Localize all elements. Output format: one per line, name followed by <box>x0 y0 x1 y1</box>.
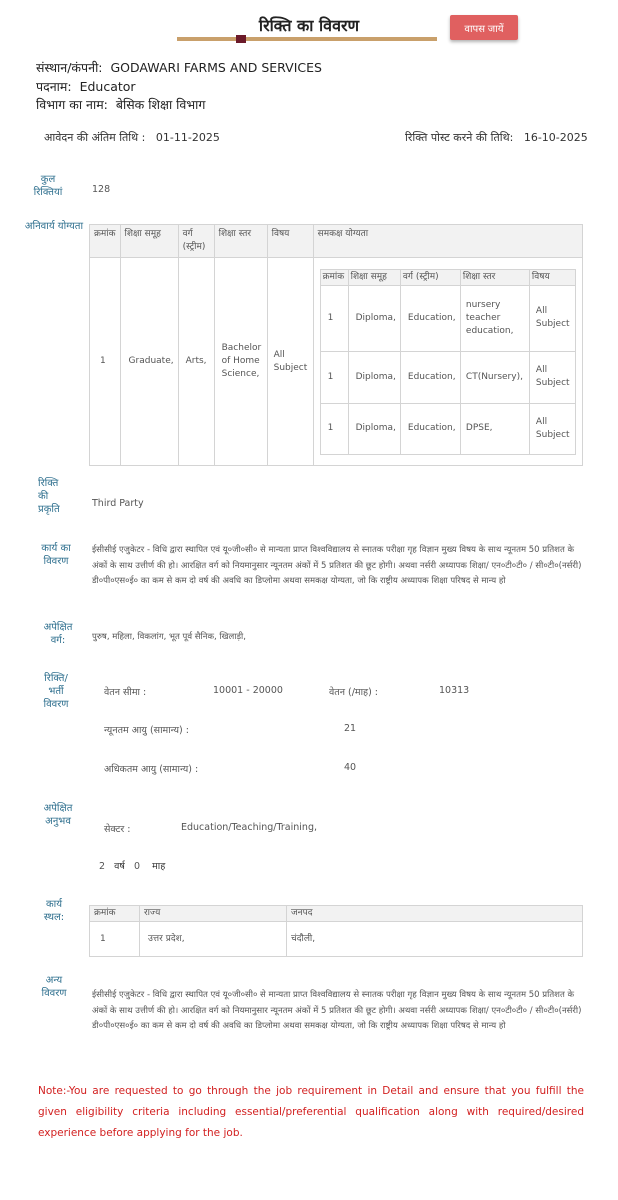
eq-group: Diploma, <box>348 403 400 454</box>
recruitment-label: रिक्ति/ भर्ती विवरण <box>43 673 69 710</box>
max-age-label: अधिकतम आयु (सामान्य) : <box>104 764 199 775</box>
salary-label: वेतन (/माह) : <box>329 687 379 698</box>
department-value: बेसिक शिक्षा विभाग <box>115 97 206 112</box>
eq-col-group: शिक्षा समूह <box>348 269 400 285</box>
location-label: कार्य स्थल: <box>43 899 65 923</box>
eq-level: nursery teacher education, <box>460 285 529 351</box>
back-button[interactable]: वापस जायें <box>450 15 518 40</box>
eligibility-note: Note:-You are requested to go through the job requirement in Detail and ensure that you fulfill the given eligibility criteria including essential/preferential qualification along with required/desired experience before applying for the job. <box>38 1085 584 1139</box>
table-row <box>320 351 575 403</box>
other-text: ईसीसीई एजुकेटर - विधि द्वारा स्थापित एवं यू०जी०सी० से मान्यता प्राप्त विश्वविद्यालय से स्नातक परीक्षा गृह विज्ञान मुख्य विषय के साथ न्यूनतम 50 प्रतिशत के अंकों के साथ उत्तीर्ण की हो। आरक्षित वर्ग को नियमानुसार न्यूनतम अंकों में 5 प्रतिशत की छूट होगी। अथवा नर्सरी अध्यापक शिक्षा/ एन०टी०टी० / सी०टी०(नर्सरी) डी०पी०एस०ई० का कम से कम दो वर्ष की अवधि का डिप्लोमा अथवा समकक्ष योग्यता, जो कि राष्ट्रीय अध्यापक शिक्षा परिषद से मान्य हो <box>92 990 582 1031</box>
eq-sn: 1 <box>320 403 348 454</box>
title-underline-mark <box>236 35 246 43</box>
row-equivalent-cell <box>313 258 582 466</box>
title-underline <box>177 37 437 41</box>
vacancies-label: कुल रिक्तियां <box>33 174 63 198</box>
designation-label: पदनाम: <box>36 79 72 94</box>
post-date-value: 16-10-2025 <box>523 131 588 144</box>
col-sn: क्रमांक <box>90 225 121 258</box>
nature-value: Third Party <box>92 498 144 509</box>
row-sn: 1 <box>90 258 121 466</box>
max-age-value: 40 <box>344 762 357 773</box>
loc-sn: 1 <box>90 922 140 957</box>
equivalent-header-row <box>320 269 575 285</box>
last-date-row <box>44 130 220 145</box>
experience-duration <box>99 859 165 872</box>
col-group: शिक्षा समूह <box>120 225 178 258</box>
eq-stream: Education, <box>400 351 460 403</box>
categories-label: अपेक्षित वर्ग: <box>43 622 73 646</box>
eq-sn: 1 <box>320 285 348 351</box>
qualification-header-row <box>90 225 583 258</box>
salary-range-label: वेतन सीमा : <box>104 687 147 698</box>
col-equivalent: समकक्ष योग्यता <box>313 225 582 258</box>
col-stream: वर्ग (स्ट्रीम) <box>178 225 214 258</box>
eq-group: Diploma, <box>348 285 400 351</box>
row-group: Graduate, <box>120 258 178 466</box>
vacancies-value: 128 <box>92 184 111 195</box>
eq-col-sn: क्रमांक <box>320 269 348 285</box>
min-age-label: न्यूनतम आयु (सामान्य) : <box>104 725 189 736</box>
nature-label: रिक्ति की प्रकृति <box>38 478 60 515</box>
location-header-row <box>90 906 583 922</box>
table-row <box>90 922 583 957</box>
salary-value: 10313 <box>439 685 470 696</box>
post-date-row <box>405 130 588 145</box>
categories-value: पुरुष, महिला, विकलांग, भूत पूर्व सैनिक, खिलाड़ी, <box>92 632 246 642</box>
eq-subject: All Subject <box>529 351 575 403</box>
eq-subject: All Subject <box>529 285 575 351</box>
eq-group: Diploma, <box>348 351 400 403</box>
designation-value: Educator <box>79 79 136 94</box>
table-row <box>320 403 575 454</box>
months-label: माह <box>152 861 166 872</box>
eq-level: DPSE, <box>460 403 529 454</box>
loc-col-sn: क्रमांक <box>90 906 140 922</box>
row-stream: Arts, <box>178 258 214 466</box>
years-value: 2 <box>99 861 106 872</box>
company-line <box>36 59 322 76</box>
last-date-label: आवेदन की अंतिम तिथि : <box>44 131 146 144</box>
months-value: 0 <box>133 861 140 872</box>
row-level: Bachelor of Home Science, <box>214 258 267 466</box>
table-row <box>320 285 575 351</box>
qualification-table <box>89 224 583 466</box>
col-subject: विषय <box>267 225 313 258</box>
table-row <box>90 258 583 466</box>
years-label: वर्ष <box>114 861 125 872</box>
salary-range-value: 10001 - 20000 <box>213 685 283 696</box>
last-date-value: 01-11-2025 <box>155 131 220 144</box>
qualification-label: अनिवार्य योग्यता <box>24 221 84 232</box>
eq-sn: 1 <box>320 351 348 403</box>
post-date-label: रिक्ति पोस्ट करने की तिथि: <box>405 131 514 144</box>
page-title: रिक्ति का विवरण <box>258 16 360 35</box>
loc-col-district: जनपद <box>287 906 583 922</box>
other-label: अन्य विवरण <box>41 975 67 999</box>
min-age-value: 21 <box>344 723 357 734</box>
eq-subject: All Subject <box>529 403 575 454</box>
sector-value: Education/Teaching/Training, <box>181 822 317 833</box>
eq-level: CT(Nursery), <box>460 351 529 403</box>
col-level: शिक्षा स्तर <box>214 225 267 258</box>
eq-stream: Education, <box>400 285 460 351</box>
experience-label: अपेक्षित अनुभव <box>43 803 73 827</box>
eq-col-subject: विषय <box>529 269 575 285</box>
department-line <box>36 96 205 113</box>
company-label: संस्थान/कंपनी: <box>36 60 103 75</box>
eq-col-stream: वर्ग (स्ट्रीम) <box>400 269 460 285</box>
designation-line <box>36 78 136 95</box>
row-subject: All Subject <box>267 258 313 466</box>
department-label: विभाग का नाम: <box>36 97 108 112</box>
eq-stream: Education, <box>400 403 460 454</box>
sector-label: सेक्टर : <box>104 824 131 835</box>
company-name: GODAWARI FARMS AND SERVICES <box>110 60 322 75</box>
eq-col-level: शिक्षा स्तर <box>460 269 529 285</box>
equivalent-table <box>320 269 576 455</box>
loc-state: उत्तर प्रदेश, <box>140 922 287 957</box>
loc-district: चंदौली, <box>287 922 583 957</box>
location-table <box>89 905 583 957</box>
loc-col-state: राज्य <box>140 906 287 922</box>
job-desc-text: ईसीसीई एजुकेटर - विधि द्वारा स्थापित एवं यू०जी०सी० से मान्यता प्राप्त विश्वविद्यालय से स्नातक परीक्षा गृह विज्ञान मुख्य विषय के साथ न्यूनतम 50 प्रतिशत के अंकों के साथ उत्तीर्ण की हो। आरक्षित वर्ग को नियमानुसार न्यूनतम अंकों में 5 प्रतिशत की छूट होगी। अथवा नर्सरी अध्यापक शिक्षा/ एन०टी०टी० / सी०टी०(नर्सरी) डी०पी०एस०ई० का कम से कम दो वर्ष की अवधि का डिप्लोमा अथवा समकक्ष योग्यता, जो कि राष्ट्रीय अध्यापक शिक्षा परिषद से मान्य हो <box>92 545 582 586</box>
job-desc-label: कार्य का विवरण <box>41 543 71 567</box>
